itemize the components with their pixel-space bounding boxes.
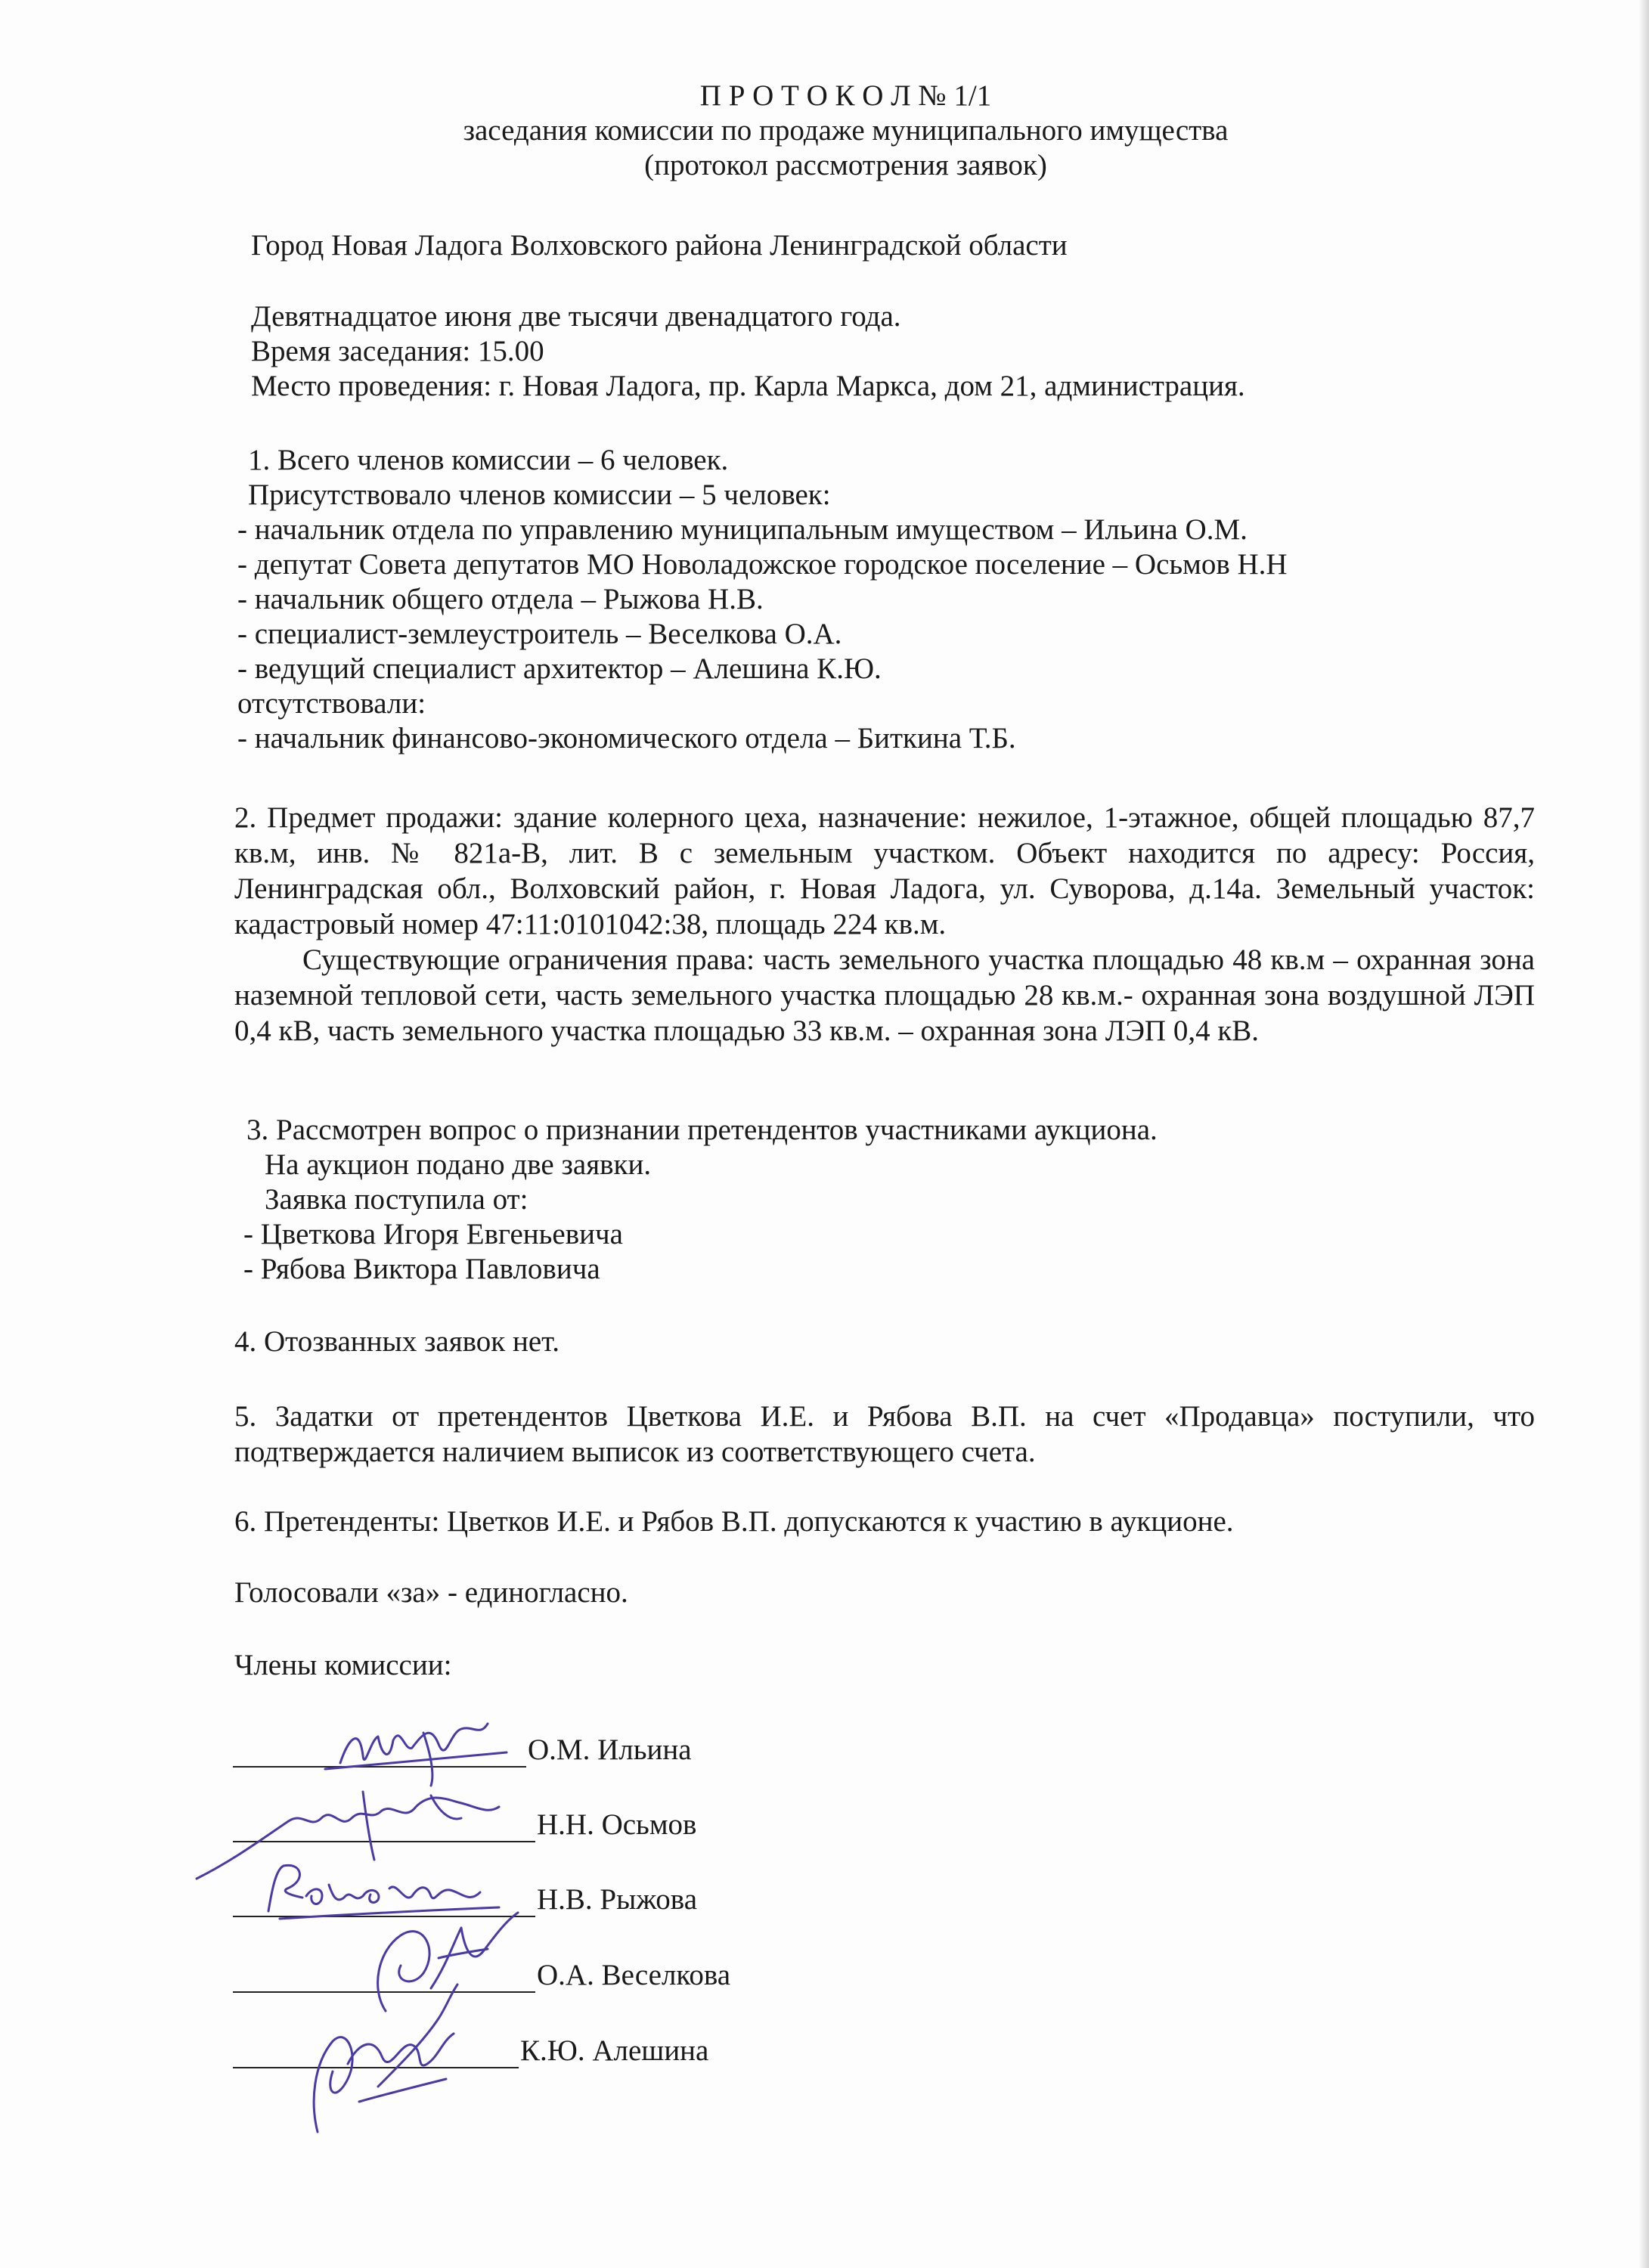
member-item: - депутат Совета депутатов МО Новоладожское городское поселение – Осьмов Н.Н [237, 548, 1288, 581]
signature-row [233, 2034, 708, 2068]
section1-total: 1. Всего членов комиссии – 6 человек. [248, 444, 729, 476]
section5: 5. Задатки от претендентов Цветкова И.Е. и Рябова В.П. на счет «Продавца» поступили, что подтверждается наличием выписок из соответствующего счета. [234, 1400, 1535, 1468]
document-note: (протокол рассмотрения заявок) [644, 149, 1047, 181]
applicant-item: - Цветкова Игоря Евгеньевича [243, 1218, 623, 1250]
section3-received-from: Заявка поступила от: [265, 1183, 528, 1216]
signature-line [233, 1887, 535, 1917]
signer-name: Н.Н. Осьмов [537, 1808, 697, 1841]
signature-line [233, 1737, 526, 1768]
absent-item: - начальник финансово-экономического отдела – Биткина Т.Б. [237, 722, 1016, 754]
time-line: Время заседания: 15.00 [251, 335, 544, 367]
section1-present: Присутствовало членов комиссии – 5 человек: [248, 479, 831, 511]
signature-line [233, 1812, 535, 1842]
signer-name: К.Ю. Алешина [520, 2034, 709, 2067]
member-item: - специалист-землеустроитель – Веселкова О.А. [237, 618, 842, 650]
signature-row [233, 1958, 730, 1993]
section3-intro: 3. Рассмотрен вопрос о признании претендентов участниками аукциона. [246, 1114, 1158, 1146]
vote-line: Голосовали «за» - единогласно. [234, 1576, 628, 1609]
section2-paragraph: 2. Предмет продажи: здание колерного цеха, назначение: нежилое, 1-этажное, общей площадью 87,7 кв.м, инв. № 821а-В, лит. В с земельным участком. Объект находится по адресу: Россия, Ленинградская обл., Волховский район, г. Новая Ладога, ул. Суворова, д.14а. Земельный участок: кадастровый номер 47:11:0101042:38, площадь 224 кв.м. [234, 801, 1535, 940]
signature-row [233, 1733, 692, 1768]
absent-label: отсутствовали: [237, 687, 426, 720]
date-line: Девятнадцатое июня две тысячи двенадцатого года. [251, 300, 901, 333]
signature-row [233, 1808, 696, 1842]
place-line: Город Новая Ладога Волховского района Ленинградской области [251, 229, 1068, 262]
members-label: Члены комиссии: [234, 1649, 452, 1681]
document-title: П Р О Т О К О Л № 1/1 [699, 79, 992, 112]
member-item: - начальник отдела по управлению муниципальным имуществом – Ильина О.М. [237, 513, 1248, 546]
signature-line [233, 2038, 519, 2068]
applicant-item: - Рябова Виктора Павловича [243, 1253, 600, 1285]
section2-restrictions: Существующие ограничения права: часть земельного участка площадью 48 кв.м – охранная зона наземной тепловой сети, часть земельного участка площадью 28 кв.м.- охранная зона воздушной ЛЭП 0,4 кВ, часть земельного участка площадью 33 кв.м. – охранная зона ЛЭП 0,4 кВ. [234, 943, 1535, 1047]
page-edge-shadow [1638, 0, 1649, 2268]
member-item: - начальник общего отдела – Рыжова Н.В. [237, 583, 764, 615]
section6: 6. Претенденты: Цветков И.Е. и Рябов В.П. допускаются к участию в аукционе. [234, 1505, 1234, 1538]
signature-row [233, 1882, 697, 1917]
signer-name: О.М. Ильина [528, 1734, 692, 1766]
signature-line [233, 1963, 535, 1993]
venue-line: Место проведения: г. Новая Ладога, пр. Карла Маркса, дом 21, администрация. [251, 370, 1245, 402]
document-subtitle: заседания комиссии по продаже муниципального имущества [463, 114, 1229, 147]
signer-name: Н.В. Рыжова [537, 1883, 698, 1916]
section4: 4. Отозванных заявок нет. [234, 1325, 560, 1358]
member-item: - ведущий специалист архитектор – Алешина К.Ю. [237, 652, 882, 685]
signer-name: О.А. Веселкова [537, 1959, 731, 1991]
section3-submitted: На аукцион подано две заявки. [265, 1148, 652, 1181]
